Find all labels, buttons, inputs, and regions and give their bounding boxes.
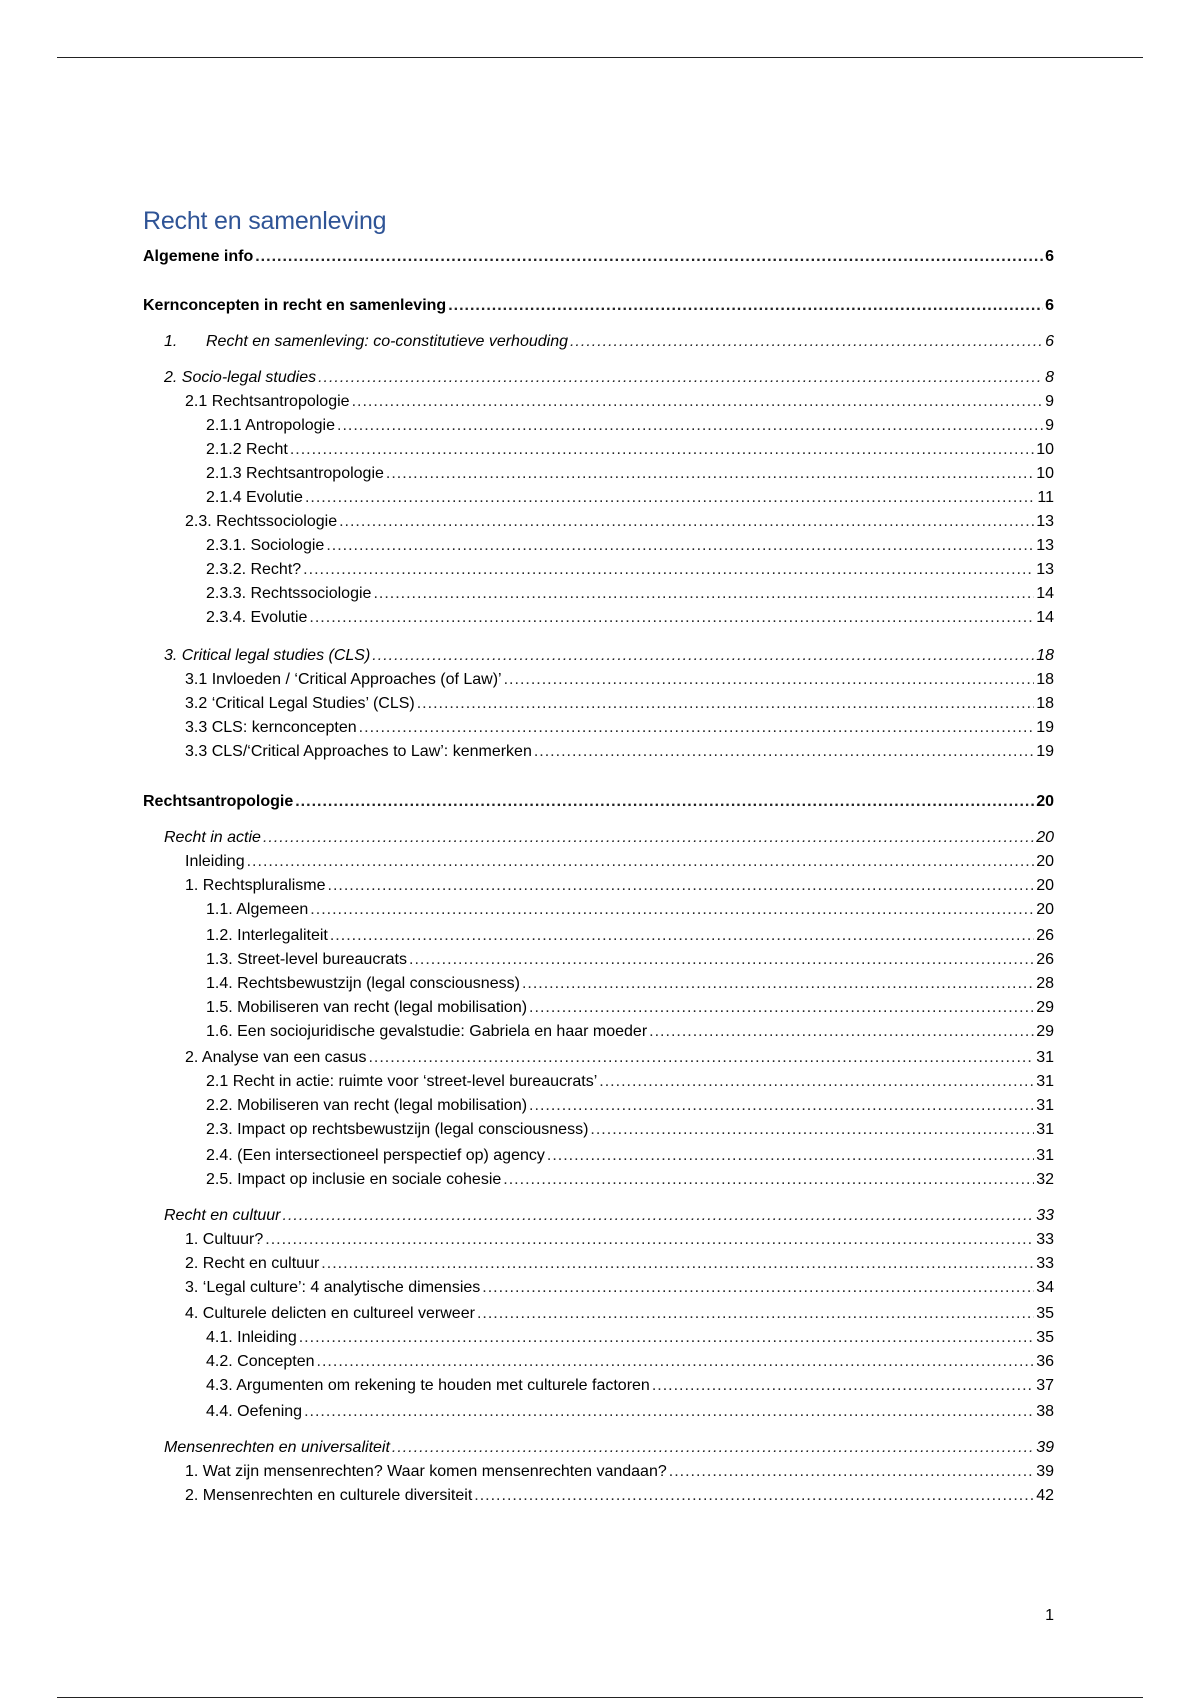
toc-dot-leader	[392, 1438, 1034, 1458]
toc-page-number: 20	[1036, 829, 1054, 846]
toc-entry-text: 4.3. Argumenten om rekening te houden met culturele factoren	[206, 1377, 650, 1394]
toc-dot-leader	[309, 608, 1034, 628]
toc-page-number: 6	[1045, 248, 1054, 265]
toc-entry-text: 2.3.3. Rechtssociologie	[206, 585, 372, 602]
toc-page-number: 42	[1036, 1487, 1054, 1504]
toc-entry-text: 2.3.2. Recht?	[206, 561, 302, 578]
toc-entry-title	[206, 1022, 647, 1042]
toc-page-number: 6	[1045, 333, 1054, 350]
toc-dot-leader	[504, 670, 1035, 690]
toc-page-number: 14	[1036, 609, 1054, 626]
toc-entry[interactable]	[206, 1022, 1054, 1042]
toc-entry-title	[164, 1438, 390, 1458]
toc-entry[interactable]	[185, 392, 1054, 412]
toc-entry-text: 3. Critical legal studies (CLS)	[164, 647, 371, 664]
toc-page-number: 36	[1036, 1353, 1054, 1370]
toc-entry-text: Rechtsantropologie	[143, 793, 294, 810]
toc-entry[interactable]	[164, 1206, 1054, 1226]
toc-page-number: 29	[1036, 999, 1054, 1016]
toc-entry[interactable]	[206, 560, 1054, 580]
toc-entry-text: 3.2 ‘Critical Legal Studies’ (CLS)	[185, 695, 415, 712]
toc-entry-title	[185, 852, 245, 872]
toc-entry-text: 1. Cultuur?	[185, 1231, 264, 1248]
toc-entry-text: Mensenrechten en universaliteit	[164, 1439, 390, 1456]
toc-page-number: 31	[1036, 1049, 1054, 1066]
toc-entry-title	[206, 926, 328, 946]
toc-entry-text: 1.2. Interlegaliteit	[206, 927, 328, 944]
toc-entry-title	[143, 296, 446, 316]
toc-dot-leader	[372, 646, 1034, 666]
toc-entry-text: 1.4. Rechtsbewustzijn (legal consciousness)	[206, 975, 520, 992]
toc-entry-title	[206, 1120, 588, 1140]
toc-entry-text: 4.2. Concepten	[206, 1353, 315, 1370]
toc-dot-leader	[303, 560, 1034, 580]
toc-dot-leader	[417, 694, 1034, 714]
toc-entry-text: 2.3.1. Sociologie	[206, 537, 325, 554]
toc-entry-text: 2. Analyse van een casus	[185, 1049, 367, 1066]
toc-entry-title	[164, 828, 261, 848]
toc-entry-text: 3.3 CLS/‘Critical Approaches to Law’: kenmerken	[185, 743, 532, 760]
toc-page-number: 31	[1036, 1121, 1054, 1138]
toc-entry[interactable]	[206, 584, 1054, 604]
toc-dot-leader	[503, 1170, 1034, 1190]
toc-dot-leader	[317, 1352, 1035, 1372]
toc-entry-title	[185, 670, 502, 690]
toc-entry-text: 2. Socio-legal studies	[164, 369, 317, 386]
toc-dot-leader	[265, 1230, 1034, 1250]
toc-entry-title	[206, 900, 308, 920]
toc-page-number: 33	[1036, 1255, 1054, 1272]
toc-entry-text: 3. ‘Legal culture’: 4 analytische dimensies	[185, 1279, 481, 1296]
toc-entry-title	[206, 488, 303, 508]
toc-entry[interactable]	[206, 488, 1054, 508]
toc-entry-title	[206, 974, 520, 994]
toc-entry-text: Kernconcepten in recht en samenleving	[143, 297, 447, 314]
toc-dot-leader	[529, 998, 1034, 1018]
toc-entry-title	[206, 416, 335, 436]
toc-entry[interactable]	[206, 536, 1054, 556]
toc-dot-leader	[529, 1096, 1034, 1116]
toc-page-number: 10	[1036, 465, 1054, 482]
toc-entry[interactable]	[206, 900, 1054, 920]
toc-entry-title	[185, 694, 415, 714]
toc-dot-leader	[448, 296, 1043, 316]
toc-dot-leader	[299, 1328, 1034, 1348]
toc-entry-title	[206, 1376, 650, 1396]
toc-entry-text: 3.3 CLS: kernconcepten	[185, 719, 357, 736]
toc-entry-text: 1.3. Street-level bureaucrats	[206, 951, 407, 968]
toc-entry-title	[185, 876, 326, 896]
toc-entry[interactable]	[206, 974, 1054, 994]
toc-dot-leader	[310, 900, 1034, 920]
toc-entry[interactable]	[185, 1048, 1054, 1068]
toc-entry-text: Recht en cultuur	[164, 1207, 281, 1224]
toc-page-number: 33	[1036, 1231, 1054, 1248]
toc-dot-leader	[304, 1402, 1034, 1422]
toc-page-number: 6	[1045, 297, 1054, 314]
toc-dot-leader	[283, 1206, 1035, 1226]
toc-page-number: 14	[1036, 585, 1054, 602]
toc-entry[interactable]	[206, 1072, 1054, 1092]
toc-entry-title	[164, 646, 370, 666]
toc-dot-leader	[330, 926, 1034, 946]
toc-entry-title	[185, 1254, 319, 1274]
toc-entry[interactable]	[206, 1402, 1054, 1422]
toc-dot-leader	[649, 1022, 1034, 1042]
toc-entry[interactable]	[206, 950, 1054, 970]
toc-dot-leader	[590, 1120, 1034, 1140]
toc-entry-title	[206, 950, 407, 970]
toc-page-number: 13	[1036, 537, 1054, 554]
toc-page-number: 32	[1036, 1171, 1054, 1188]
toc-dot-leader	[474, 1486, 1034, 1506]
toc-dot-leader	[321, 1254, 1034, 1274]
toc-page-number: 19	[1036, 743, 1054, 760]
toc-dot-leader	[247, 852, 1035, 872]
toc-dot-leader	[328, 876, 1035, 896]
toc-entry-text: 4. Culturele delicten en cultureel verweer	[185, 1305, 475, 1322]
toc-dot-leader	[352, 392, 1044, 412]
toc-entry-title	[164, 1206, 281, 1226]
toc-page-number: 39	[1036, 1439, 1054, 1456]
toc-entry-title	[185, 1278, 480, 1298]
toc-entry-text: Inleiding	[185, 853, 245, 870]
toc-entry-title	[206, 1096, 527, 1116]
toc-entry-text: 2.5. Impact op inclusie en sociale cohesie	[206, 1171, 502, 1188]
toc-entry[interactable]	[206, 926, 1054, 946]
toc-entry-title	[185, 1230, 263, 1250]
toc-entry[interactable]	[206, 1120, 1054, 1140]
toc-entry[interactable]	[164, 368, 1054, 388]
toc-dot-leader	[295, 792, 1034, 812]
toc-entry-text: 2.4. (Een intersectioneel perspectief op) agency	[206, 1147, 545, 1164]
toc-page-number: 29	[1036, 1023, 1054, 1040]
toc-entry-title	[206, 998, 527, 1018]
toc-entry-text: 2.1.2 Recht	[206, 441, 288, 458]
toc-entry-text: 2.1 Recht in actie: ruimte voor ‘street-level bureaucrats’	[206, 1073, 598, 1090]
toc-entry-text: 2.3.4. Evolutie	[206, 609, 308, 626]
toc-page-number: 31	[1036, 1073, 1054, 1090]
toc-page-number: 18	[1036, 647, 1054, 664]
toc-page-number: 10	[1036, 441, 1054, 458]
toc-entry[interactable]	[185, 742, 1054, 762]
toc-entry-text: 2.1.3 Rechtsantropologie	[206, 465, 384, 482]
toc-entry[interactable]	[206, 1170, 1054, 1190]
toc-page-number: 26	[1036, 951, 1054, 968]
toc-entry-text: 2. Mensenrechten en culturele diversiteit	[185, 1487, 473, 1504]
toc-entry[interactable]	[143, 296, 1054, 316]
toc-page-number: 35	[1036, 1329, 1054, 1346]
toc-dot-leader	[263, 828, 1034, 848]
toc-dot-leader	[339, 512, 1034, 532]
toc-entry-title	[185, 1486, 472, 1506]
toc-dot-leader	[482, 1278, 1034, 1298]
toc-entry-number: 1.	[164, 333, 178, 350]
toc-entry[interactable]	[206, 416, 1054, 436]
toc-page-number: 20	[1036, 793, 1054, 810]
toc-entry[interactable]	[185, 1462, 1054, 1482]
toc-entry[interactable]	[185, 694, 1054, 714]
toc-entry-text: Recht in actie	[164, 829, 261, 846]
toc-entry-text: 2.1 Rechtsantropologie	[185, 393, 350, 410]
toc-entry[interactable]	[185, 1278, 1054, 1298]
toc-page-number: 31	[1036, 1147, 1054, 1164]
toc-entry-text: 3.1 Invloeden / ‘Critical Approaches (of Law)’	[185, 671, 502, 688]
toc-dot-leader	[305, 488, 1035, 508]
toc-page-number: 37	[1036, 1377, 1054, 1394]
toc-entry-title	[206, 464, 384, 484]
toc-entry-title	[206, 1328, 297, 1348]
toc-dot-leader	[652, 1376, 1034, 1396]
toc-page-number: 13	[1036, 513, 1054, 530]
toc-page-number: 19	[1036, 719, 1054, 736]
toc-entry-title	[206, 536, 324, 556]
toc-entry[interactable]	[206, 1328, 1054, 1348]
toc-entry-title	[206, 1146, 545, 1166]
toc-page-number: 26	[1036, 927, 1054, 944]
toc-entry-text: 2. Recht en cultuur	[185, 1255, 320, 1272]
toc-entry-text: Algemene info	[143, 248, 254, 265]
toc-entry[interactable]	[185, 1230, 1054, 1250]
toc-entry[interactable]	[164, 646, 1054, 666]
toc-dot-leader	[547, 1146, 1034, 1166]
toc-entry-title	[206, 608, 307, 628]
toc-dot-leader	[534, 742, 1034, 762]
toc-dot-leader	[409, 950, 1034, 970]
toc-page-number: 20	[1036, 877, 1054, 894]
toc-page-number: 20	[1036, 901, 1054, 918]
toc-dot-leader	[599, 1072, 1034, 1092]
toc-entry[interactable]	[185, 876, 1054, 896]
toc-entry-text: 1. Rechtspluralisme	[185, 877, 326, 894]
toc-entry[interactable]	[206, 608, 1054, 628]
toc-entry-title	[206, 1402, 302, 1422]
toc-dot-leader	[386, 464, 1034, 484]
toc-entry[interactable]	[185, 1486, 1054, 1506]
toc-page-number: 28	[1036, 975, 1054, 992]
toc-entry[interactable]	[185, 718, 1054, 738]
toc-entry-text: Recht en samenleving: co-constitutieve verhouding	[206, 333, 568, 350]
toc-dot-leader	[326, 536, 1034, 556]
toc-entry-title	[185, 392, 350, 412]
toc-entry-title	[185, 1304, 475, 1324]
toc-entry-title	[143, 247, 253, 267]
toc-entry[interactable]	[143, 792, 1054, 812]
toc-dot-leader	[255, 247, 1043, 267]
toc-entry-text: 2.1.1 Antropologie	[206, 417, 335, 434]
toc-entry-text: 1.6. Een sociojuridische gevalstudie: Gabriela en haar moeder	[206, 1023, 648, 1040]
toc-entry-title	[164, 368, 316, 388]
toc-entry[interactable]	[206, 1376, 1054, 1396]
toc-entry-title	[206, 584, 371, 604]
toc-entry-text: 2.3. Rechtssociologie	[185, 513, 338, 530]
toc-dot-leader	[368, 1048, 1034, 1068]
toc-page-number: 9	[1045, 393, 1054, 410]
toc-page-number: 18	[1036, 695, 1054, 712]
toc-page-number: 39	[1036, 1463, 1054, 1480]
toc-entry[interactable]	[185, 852, 1054, 872]
footer-rule	[57, 1697, 1143, 1698]
toc-entry[interactable]	[206, 440, 1054, 460]
toc-entry-title	[206, 440, 288, 460]
toc-entry[interactable]	[185, 670, 1054, 690]
toc-entry[interactable]	[164, 828, 1054, 848]
toc-page-number: 38	[1036, 1403, 1054, 1420]
toc-entry-text: 2.3. Impact op rechtsbewustzijn (legal consciousness)	[206, 1121, 589, 1138]
toc-page-number: 34	[1036, 1279, 1054, 1296]
toc-entry[interactable]	[164, 1438, 1054, 1458]
toc-page-number: 18	[1036, 671, 1054, 688]
toc-entry[interactable]	[164, 332, 1054, 352]
toc-entry[interactable]	[185, 512, 1054, 532]
toc-entry-title	[185, 742, 532, 762]
toc-entry-text: 1.1. Algemeen	[206, 901, 309, 918]
toc-entry-title	[185, 718, 357, 738]
toc-dot-leader	[522, 974, 1034, 994]
toc-dot-leader	[373, 584, 1034, 604]
toc-entry-text: 1. Wat zijn mensenrechten? Waar komen mensenrechten vandaan?	[185, 1463, 667, 1480]
toc-entry-title	[185, 1048, 366, 1068]
toc-dot-leader	[570, 332, 1043, 352]
toc-entry[interactable]	[206, 998, 1054, 1018]
toc-entry[interactable]	[206, 1096, 1054, 1116]
toc-entry-title	[164, 332, 568, 352]
toc-page-number: 8	[1045, 369, 1054, 386]
toc-dot-leader	[337, 416, 1043, 436]
toc-entry[interactable]	[143, 247, 1054, 267]
toc-dot-leader	[290, 440, 1034, 460]
toc-dot-leader	[318, 368, 1043, 388]
toc-entry[interactable]	[206, 1352, 1054, 1372]
toc-entry-title	[185, 512, 337, 532]
toc-page-number: 31	[1036, 1097, 1054, 1114]
toc-entry-text: 4.4. Oefening	[206, 1403, 303, 1420]
toc-page-number: 20	[1036, 853, 1054, 870]
toc-entry-text: 4.1. Inleiding	[206, 1329, 297, 1346]
toc-page-number: 11	[1037, 489, 1054, 506]
toc-entry[interactable]	[185, 1254, 1054, 1274]
toc-entry[interactable]	[206, 464, 1054, 484]
toc-entry-title	[206, 560, 301, 580]
toc-page-number: 13	[1036, 561, 1054, 578]
toc-entry-text: 2.1.4 Evolutie	[206, 489, 303, 506]
toc-entry[interactable]	[185, 1304, 1054, 1324]
page-number: 1	[1045, 1607, 1054, 1624]
toc-entry[interactable]	[206, 1146, 1054, 1166]
toc-entry-title	[143, 792, 293, 812]
toc-entry-title	[185, 1462, 667, 1482]
toc-entry-title	[206, 1072, 597, 1092]
toc-entry-title	[206, 1170, 501, 1190]
toc-entry-text: 2.2. Mobiliseren van recht (legal mobilisation)	[206, 1097, 528, 1114]
toc-dot-leader	[669, 1462, 1034, 1482]
toc-entry-title	[206, 1352, 315, 1372]
toc-dot-leader	[359, 718, 1035, 738]
toc-page-number: 9	[1045, 417, 1054, 434]
document-title: Recht en samenleving	[143, 206, 387, 235]
toc-page-number: 33	[1036, 1207, 1054, 1224]
toc-page-number: 35	[1036, 1305, 1054, 1322]
toc-dot-leader	[477, 1304, 1034, 1324]
toc-entry-text: 1.5. Mobiliseren van recht (legal mobilisation)	[206, 999, 528, 1016]
